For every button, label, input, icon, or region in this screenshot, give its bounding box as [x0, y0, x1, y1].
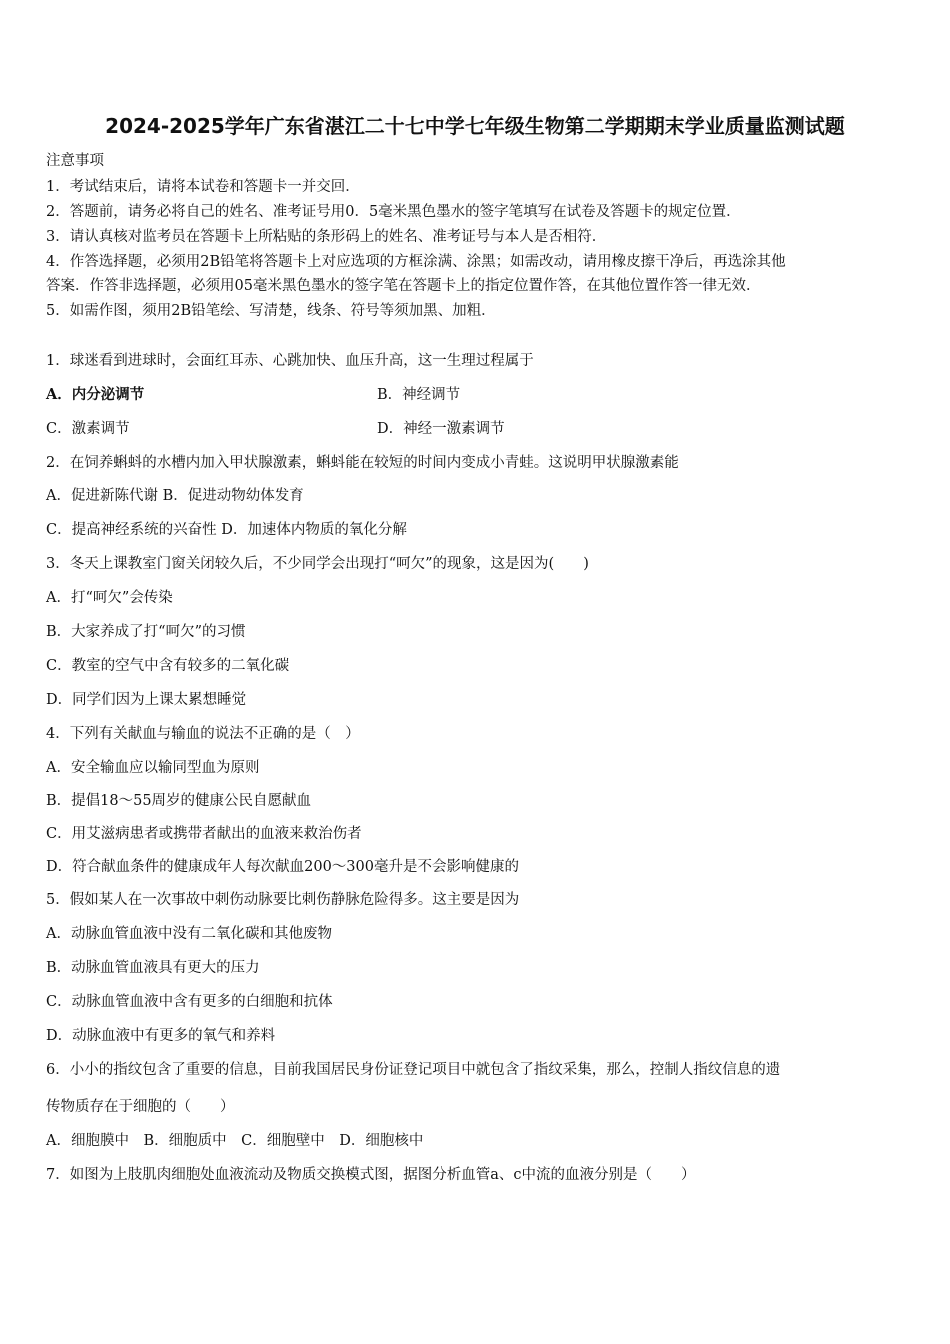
notice-item: 5．如需作图，须用2B铅笔绘、写清楚，线条、符号等须加黑、加粗．	[46, 303, 496, 319]
question-5-option-c: C．动脉血管血液中含有更多的白细胞和抗体	[46, 994, 333, 1010]
question-4-stem: 4．下列有关献血与输血的说法不正确的是（ ）	[46, 726, 360, 742]
notice-heading: 注意事项	[46, 153, 104, 169]
question-5-option-d: D．动脉血液中有更多的氧气和养料	[46, 1028, 276, 1044]
question-1-option-d: D．神经一激素调节	[377, 421, 505, 437]
question-1-option-a: A．内分泌调节	[46, 386, 145, 403]
notice-item: 答案．作答非选择题，必须用05毫米黑色墨水的签字笔在答题卡上的指定位置作答，在其他位置作答一律无效．	[46, 278, 761, 294]
question-3-option-c: C．教室的空气中含有较多的二氧化碳	[46, 658, 290, 674]
question-5-stem: 5．假如某人在一次事故中刺伤动脉要比刺伤静脉危险得多。这主要是因为	[46, 892, 520, 908]
question-5-option-a: A．动脉血管血液中没有二氧化碳和其他废物	[46, 926, 332, 942]
question-1-option-c: C．激素调节	[46, 421, 130, 437]
question-2-options-ab: A．促进新陈代谢 B．促进动物幼体发育	[46, 488, 304, 504]
question-4-option-b: B．提倡18～55周岁的健康公民自愿献血	[46, 793, 312, 809]
notice-item: 3．请认真核对监考员在答题卡上所粘贴的条形码上的姓名、准考证号与本人是否相符．	[46, 229, 607, 245]
question-5-option-b: B．动脉血管血液具有更大的压力	[46, 960, 260, 976]
question-2-stem: 2．在饲养蝌蚪的水槽内加入甲状腺激素，蝌蚪能在较短的时间内变成小青蛙。这说明甲状腺激素能	[46, 455, 679, 471]
question-4-option-d: D．符合献血条件的健康成年人每次献血200～300毫升是不会影响健康的	[46, 859, 519, 875]
question-3-option-a: A．打“呵欠”会传染	[46, 590, 173, 606]
notice-item: 2．答题前，请务必将自己的姓名、准考证号用0．5毫米黑色墨水的签字笔填写在试卷及答题卡的规定位置．	[46, 204, 741, 220]
page-title: 2024-2025学年广东省湛江二十七中学七年级生物第二学期期末学业质量监测试题	[105, 114, 845, 138]
notice-item: 4．作答选择题，必须用2B铅笔将答题卡上对应选项的方框涂满、涂黑；如需改动，请用橡皮擦干净后，再选涂其他	[46, 254, 786, 270]
question-3-option-b: B．大家养成了打“呵欠”的习惯	[46, 624, 246, 640]
question-6-stem: 6．小小的指纹包含了重要的信息，目前我国居民身份证登记项目中就包含了指纹采集，那么，控制人指纹信息的遗	[46, 1062, 781, 1078]
question-3-stem: 3．冬天上课教室门窗关闭较久后，不少同学会出现打“呵欠”的现象，这是因为( )	[46, 556, 589, 572]
question-4-option-a: A．安全输血应以输同型血为原则	[46, 760, 260, 776]
question-4-option-c: C．用艾滋病患者或携带者献出的血液来救治伤者	[46, 826, 362, 842]
question-1-option-b: B．神经调节	[377, 387, 461, 403]
question-6-stem-cont: 传物质存在于细胞的（ ）	[46, 1099, 235, 1115]
question-7-stem: 7．如图为上肢肌肉细胞处血液流动及物质交换模式图，据图分析血管a、c中流的血液分别是（ ）	[46, 1167, 696, 1183]
question-3-option-d: D．同学们因为上课太累想睡觉	[46, 692, 247, 708]
question-2-options-cd: C．提高神经系统的兴奋性 D．加速体内物质的氧化分解	[46, 522, 407, 538]
notice-item: 1．考试结束后，请将本试卷和答题卡一并交回．	[46, 179, 360, 195]
question-1-stem: 1．球迷看到进球时，会面红耳赤、心跳加快、血压升高，这一生理过程属于	[46, 353, 534, 369]
question-6-options: A．细胞膜中 B．细胞质中 C．细胞壁中 D．细胞核中	[46, 1133, 424, 1149]
